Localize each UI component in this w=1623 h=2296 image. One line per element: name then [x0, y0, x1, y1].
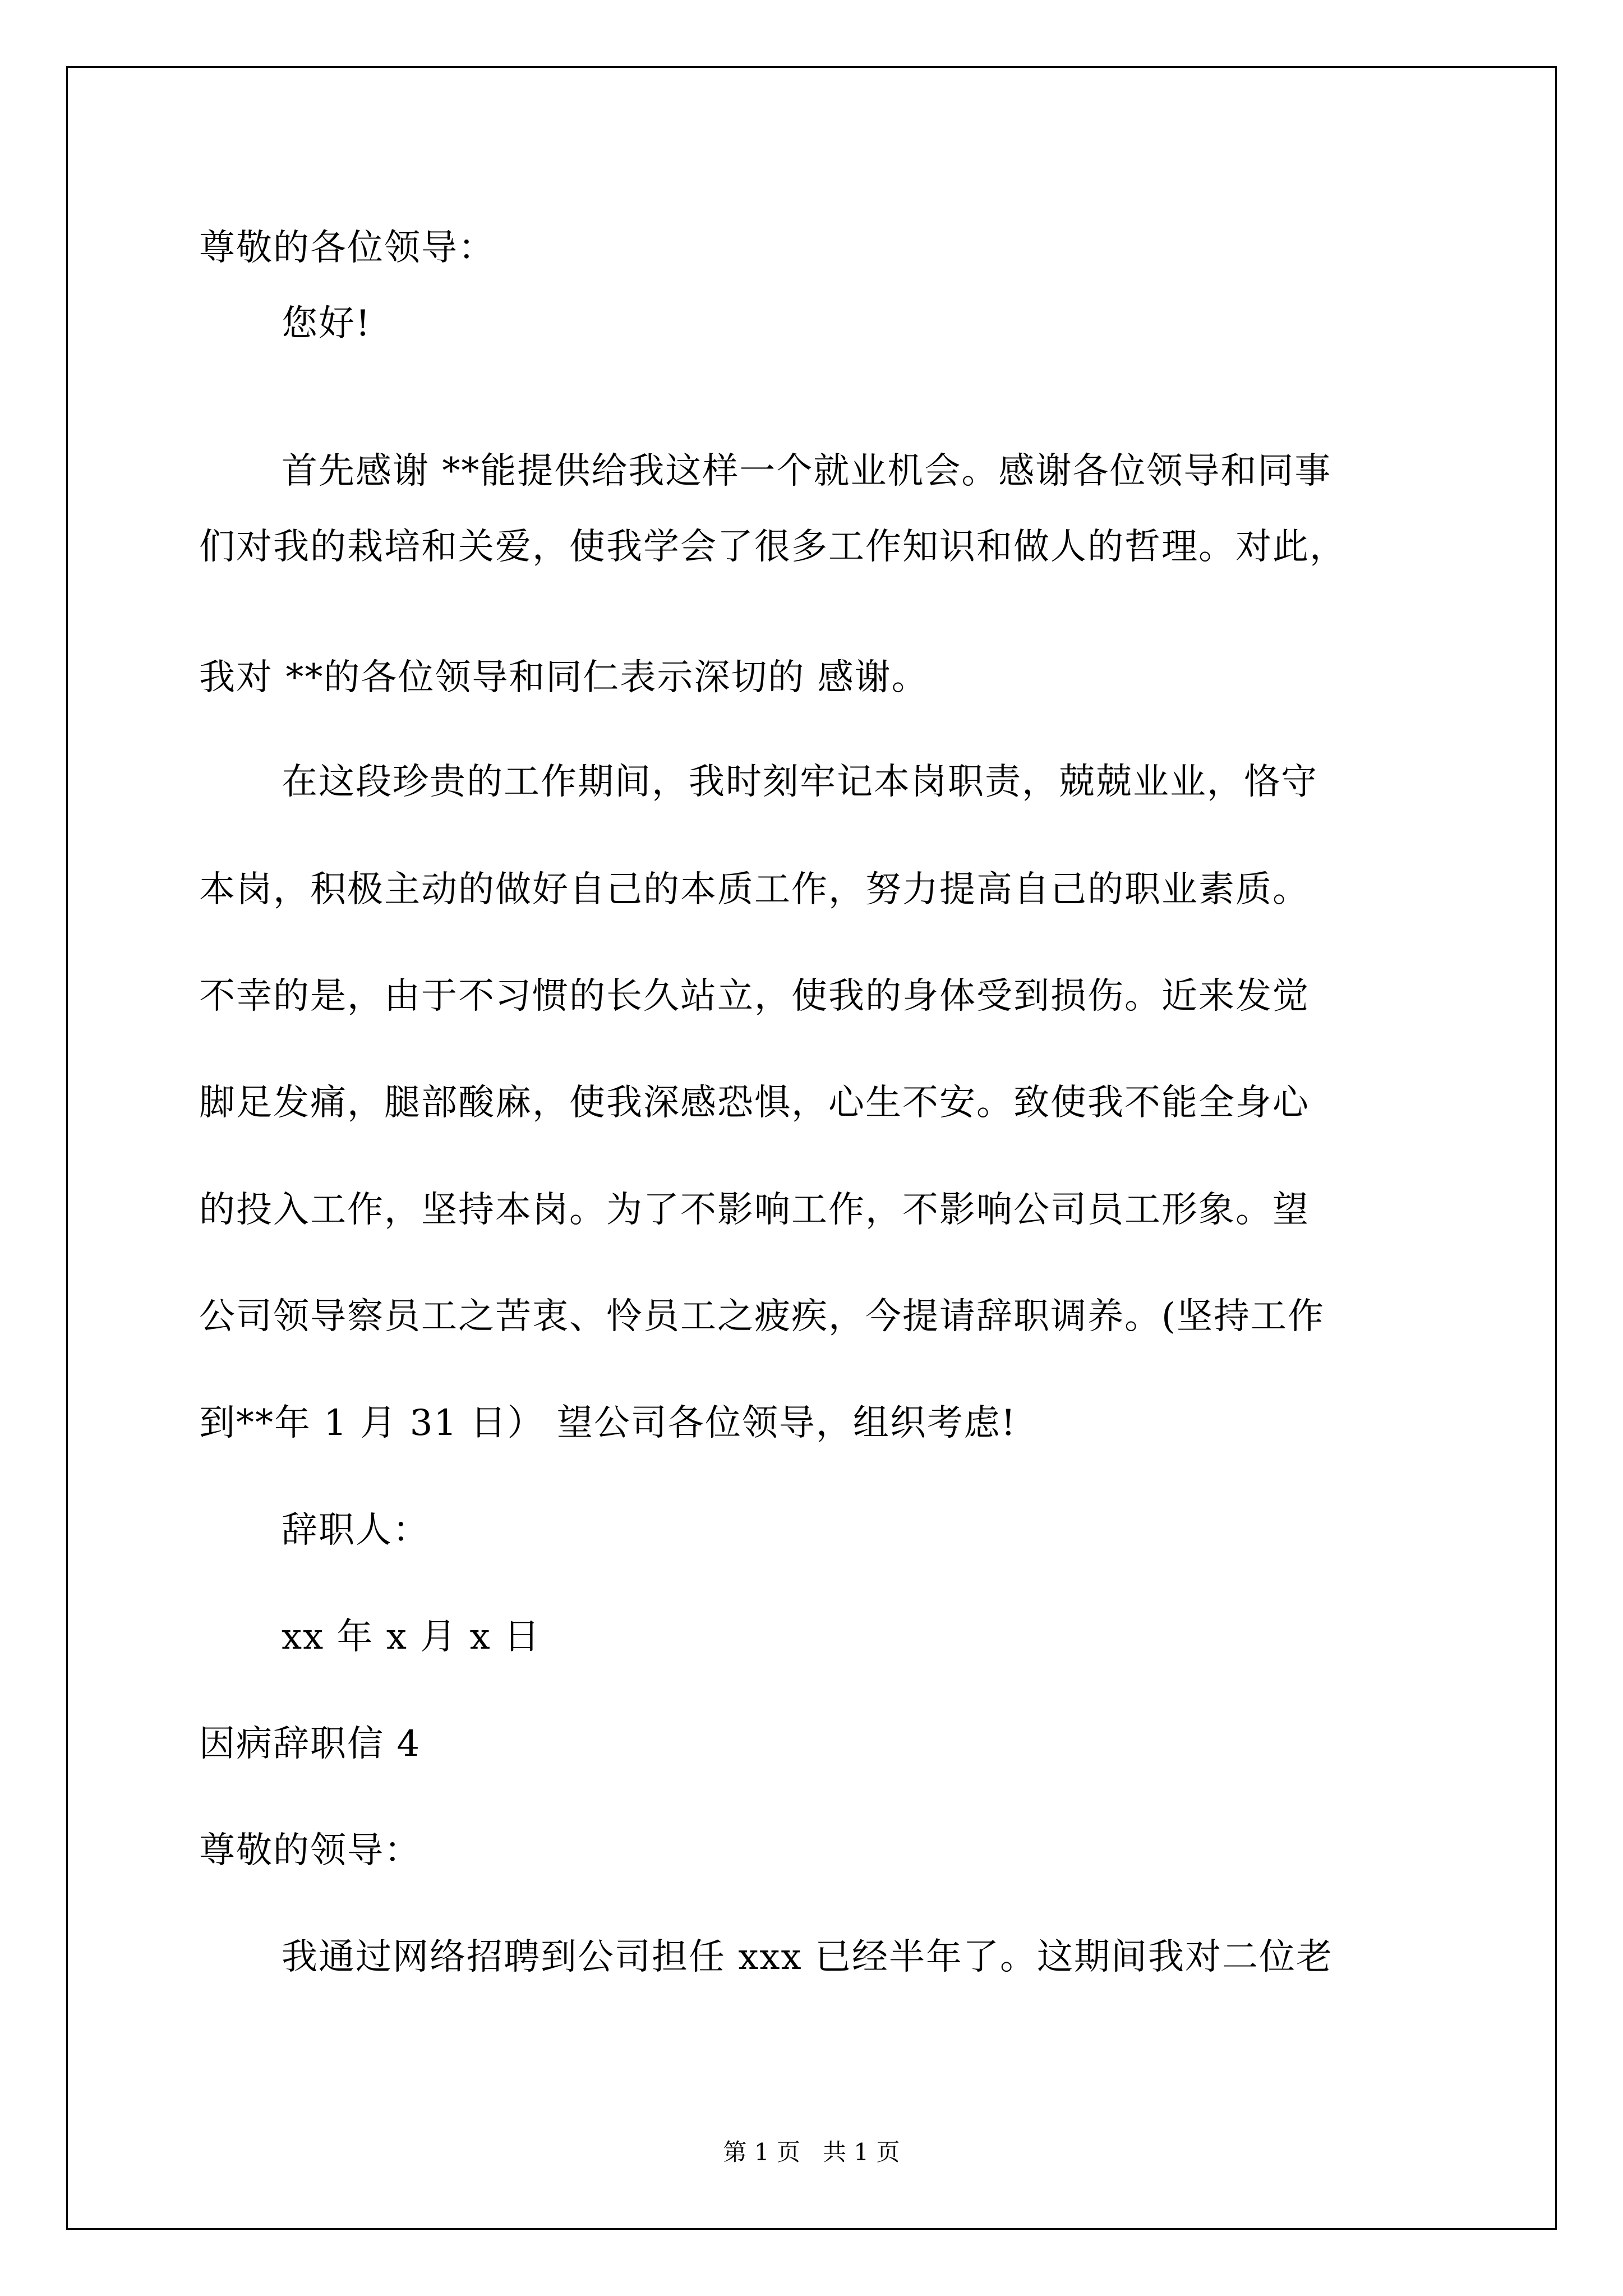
body-line: 脚足发痛，腿部酸麻，使我深感恐惧，心生不安。致使我不能全身心 — [199, 1082, 1310, 1124]
body-line: 到**年 1 月 31 日） 望公司各位领导，组织考虑! — [199, 1402, 1017, 1444]
salutation: 尊敬的领导： — [199, 1830, 421, 1871]
page-footer: 第 1 页 共 1 页 — [723, 2138, 900, 2166]
body-line: 本岗，积极主动的做好自己的本质工作，努力提高自己的职业素质。 — [199, 869, 1310, 910]
body-line: 我对 **的各位领导和同仁表示深切的 感谢。 — [199, 657, 929, 698]
body-line: 首先感谢 **能提供给我这样一个就业机会。感谢各位领导和同事 — [282, 450, 1332, 492]
signature-label: 辞职人： — [282, 1510, 430, 1551]
page-border — [66, 66, 1557, 2230]
body-line: 们对我的栽培和关爱，使我学会了很多工作知识和做人的哲理。对此， — [199, 526, 1347, 568]
body-line: 的投入工作，坚持本岗。为了不影响工作，不影响公司员工形象。望 — [199, 1189, 1310, 1231]
body-line: 公司领导察员工之苦衷、怜员工之疲疾，今提请辞职调养。(坚持工作 — [199, 1296, 1325, 1337]
salutation: 尊敬的各位领导： — [199, 227, 495, 269]
body-line: 我通过网络招聘到公司担任 xxx 已经半年了。这期间我对二位老 — [282, 1936, 1333, 1978]
date-line: xx 年 x 月 x 日 — [282, 1616, 541, 1658]
section-title: 因病辞职信 4 — [199, 1723, 421, 1765]
greeting: 您好! — [282, 303, 371, 344]
body-line: 在这段珍贵的工作期间，我时刻牢记本岗职责，兢兢业业，恪守 — [282, 761, 1318, 803]
body-line: 不幸的是，由于不习惯的长久站立，使我的身体受到损伤。近来发觉 — [199, 976, 1310, 1017]
